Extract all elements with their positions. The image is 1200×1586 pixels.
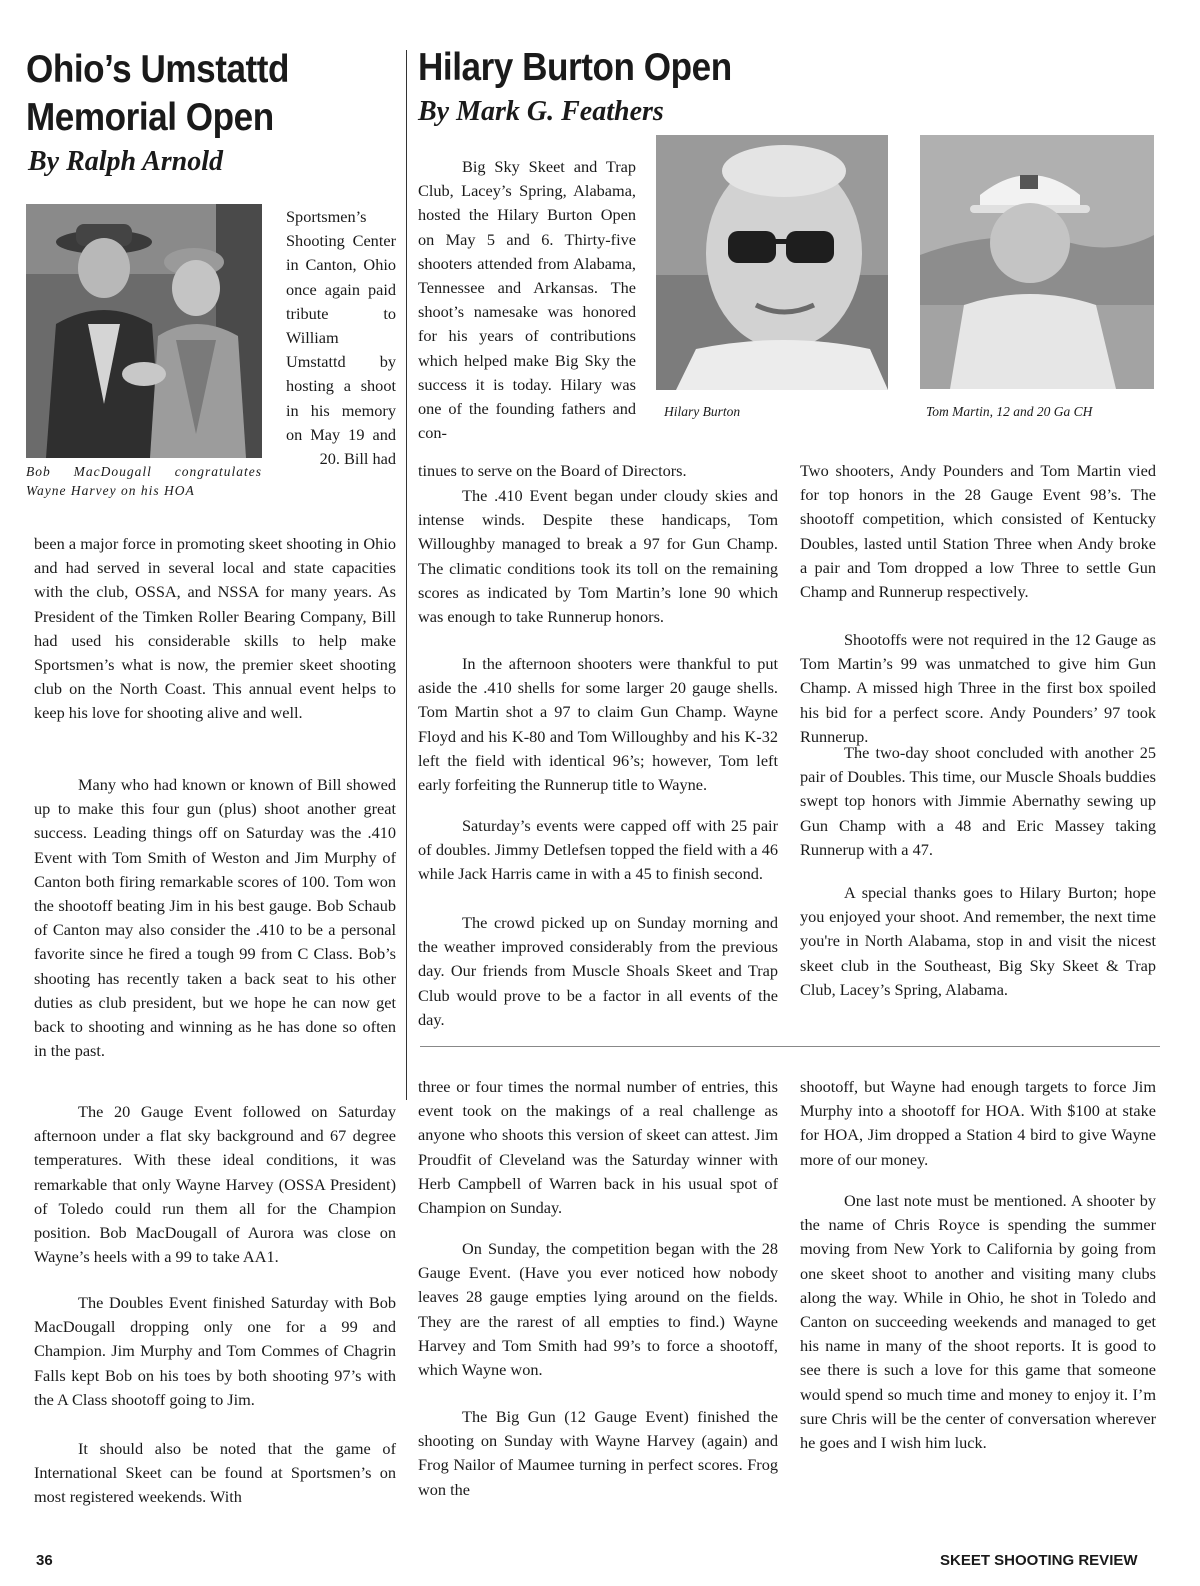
right-col3-paragraph-3: The two-day shoot concluded with another 25 pair of Doubles. This time, our Muscle Shoals buddies swept top honors with Jimmie Abernathy sewing up Gun Champ with a 48 and Eric Massey taking Runnerup with a 47. [800, 743, 1156, 859]
left-cont-col2-paragraph-3: The Big Gun (12 Gauge Event) finished the shooting on Sunday with Wayne Harvey (again) and Frog Nailor of Maumee turning in perfect scores. Frog won the [418, 1407, 778, 1499]
right-col2-paragraph-2: The .410 Event began under cloudy skies and intense winds. Despite these handicaps, Tom Willoughby managed to break a 97 for Gun Champ. The climatic conditions took its toll on the remaining scores as indicated by Tom Martin’s lone 90 which was enough to take Runnerup honors. [418, 486, 778, 627]
photo-hilary-burton-image [656, 135, 888, 390]
caption-tom-martin: Tom Martin, 12 and 20 Ga CH [926, 404, 1093, 419]
right-col3-paragraph-2: Shootoffs were not required in the 12 Gauge as Tom Martin’s 99 was unmatched to give him Gun Champ. A missed high Three in the first box spoiled his bid for a perfect score. Andy Pounders’ 97 took Runnerup. [800, 630, 1156, 746]
right-col2-paragraph-4: Saturday’s events were capped off with 25 pair of doubles. Jimmy Detlefsen topped the field with a 46 while Jack Harris came in with a 45 to finish second. [418, 816, 778, 884]
caption-hilary-burton: Hilary Burton [664, 404, 741, 419]
left-paragraph-4: The Doubles Event finished Saturday with Bob MacDougall dropping only one for a 99 and Champion. Jim Murphy and Tom Commes of Chagrin Falls kept Bob on his toes by both shooting 97’s with the A Class shootoff going to Jim. [34, 1293, 396, 1409]
left-paragraph-1-cont: been a major force in promoting skeet shooting in Ohio and had served in several local and state capacities with the club, OSSA, and NSSA for many years. As President of the Timken Roller Bearing Company, Bill had used his considerable skills to help make Sportsmen’s what is now, the premier skeet shooting club on the North Coast. This annual event helps to keep his love for shooting alive and well. [34, 534, 396, 723]
right-col2-paragraph-1-tail: tinues to serve on the Board of Directors. [418, 461, 687, 480]
right-col2-paragraph-1: Big Sky Skeet and Trap Club, Lacey’s Spring, Alabama, hosted the Hilary Burton Open on May 5 and 6. Thirty-five shooters attended from Alabama, Tennessee and Arkansas. The shoot’s namesake was honored for his years of contributions which helped make Big Sky the success it is today. Hilary was one of the founding fathers and con- [418, 157, 636, 443]
left-cont-col2-paragraph-1: three or four times the normal number of entries, this event took on the makings of a real challenge as anyone who shoots this version of skeet can attest. Jim Proudfit of Cleveland was the Saturday winner with Herb Campbell of Warren back in his usual spot of Champion on Sunday. [418, 1077, 778, 1218]
left-byline: By Ralph Arnold [28, 146, 224, 177]
publication-name: SKEET SHOOTING REVIEW [940, 1552, 1138, 1569]
right-col2-paragraph-5: The crowd picked up on Sunday morning and the weather improved considerably from the previous day. Our friends from Muscle Shoals Skeet and Trap Club would prove to be a factor in all events of the day. [418, 913, 778, 1029]
photo-tom-martin [920, 135, 1154, 389]
right-byline: By Mark G. Feathers [418, 96, 664, 127]
left-cont-col3-paragraph-2: One last note must be mentioned. A shooter by the name of Chris Royce is spending the summer moving from New York to California by going from one skeet shoot to another and visiting many clubs along the way. While in Ohio, he shot in Toledo and Canton on succeeding weekends and managed to get his name in many of the shoot reports. It is good to see there is such a love for this game that someone would spend so much time and money to enjoy it. I’m sure Chris will be the center of conversation wherever he goes and I wish him luck. [800, 1191, 1156, 1453]
right-headline: Hilary Burton Open [418, 46, 732, 89]
right-col3-paragraph-1: Two shooters, Andy Pounders and Tom Martin vied for top honors in the 28 Gauge Event 98’s. The shootoff competition, which consisted of Kentucky Doubles, lasted until Station Three when Andy broke a pair and Tom dropped a low Three to settle Gun Champ and Runnerup respectively. [800, 461, 1156, 602]
right-col3-paragraph-4: A special thanks goes to Hilary Burton; hope you enjoyed your shoot. And remember, the next time you're in North Alabama, stop in and visit the nicest skeet club in the Southeast, Big Sky Skeet & Trap Club, Lacey’s Spring, Alabama. [800, 883, 1156, 999]
left-wrap-paragraph: Sportsmen’s Shooting Center in Canton, Ohio once again paid tribute to William Umstattd by hosting a shoot in his memory on May 19 and 20. Bill had [286, 207, 396, 469]
photo-tom-martin-image [920, 135, 1154, 389]
left-photo-caption: Bob MacDougall congratulates Wayne Harvey on his HOA [26, 464, 262, 498]
photo-macdougall-harvey [26, 204, 262, 458]
photo-macdougall-harvey-image [26, 204, 262, 458]
left-paragraph-2: Many who had known or known of Bill showed up to make this four gun (plus) shoot another great success. Leading things off on Saturday was the .410 Event with Tom Smith of Weston and Jim Murphy of Canton both firing remarkable scores of 100. Tom won the shootoff beating Jim in his best gauge. Bob Schaub of Canton may also consider the .410 to be a personal favorite since he fired a tough 99 from C Class. Bob’s shooting has recently taken a back seat to his other duties as club president, but we hope he can now get back to shooting and winning as he has done so often in the past. [34, 775, 396, 1061]
left-cont-col2-paragraph-2: On Sunday, the competition began with the 28 Gauge Event. (Have you ever noticed how nobody leaves 28 gauge empties lying around on the fields. They are the rarest of all empties to find.) Wayne Harvey and Tom Smith had 99’s to force a shootoff, which Wayne won. [418, 1239, 778, 1380]
article-divider [420, 1046, 1160, 1047]
left-headline-line1: Ohio’s Umstattd [26, 48, 290, 91]
page-number: 36 [36, 1552, 53, 1569]
column-divider [406, 50, 407, 1100]
left-paragraph-3: The 20 Gauge Event followed on Saturday afternoon under a flat sky background and 67 degree temperatures. With these ideal conditions, it was remarkable that only Wayne Harvey (OSSA President) of Toledo could run them all for the Champion position. Bob MacDougall of Aurora was close on Wayne’s heels with a 99 to take AA1. [34, 1102, 396, 1267]
left-paragraph-5: It should also be noted that the game of International Skeet can be found at Sportsmen’s on most registered weekends. With [34, 1439, 396, 1507]
right-col2-paragraph-3: In the afternoon shooters were thankful to put aside the .410 shells for some larger 20 gauge shells. Tom Martin shot a 97 to claim Gun Champ. Wayne Floyd and his K-80 and Tom Willoughby and his K-32 left the field with identical 96’s; however, Tom left early forfeiting the Runnerup title to Wayne. [418, 654, 778, 795]
left-headline-line2: Memorial Open [26, 96, 274, 139]
left-cont-col3-paragraph-1: shootoff, but Wayne had enough targets to force Jim Murphy into a shootoff for HOA. With $100 at stake for HOA, Jim dropped a Station 4 bird to give Wayne more of our money. [800, 1077, 1156, 1169]
photo-hilary-burton [656, 135, 888, 390]
